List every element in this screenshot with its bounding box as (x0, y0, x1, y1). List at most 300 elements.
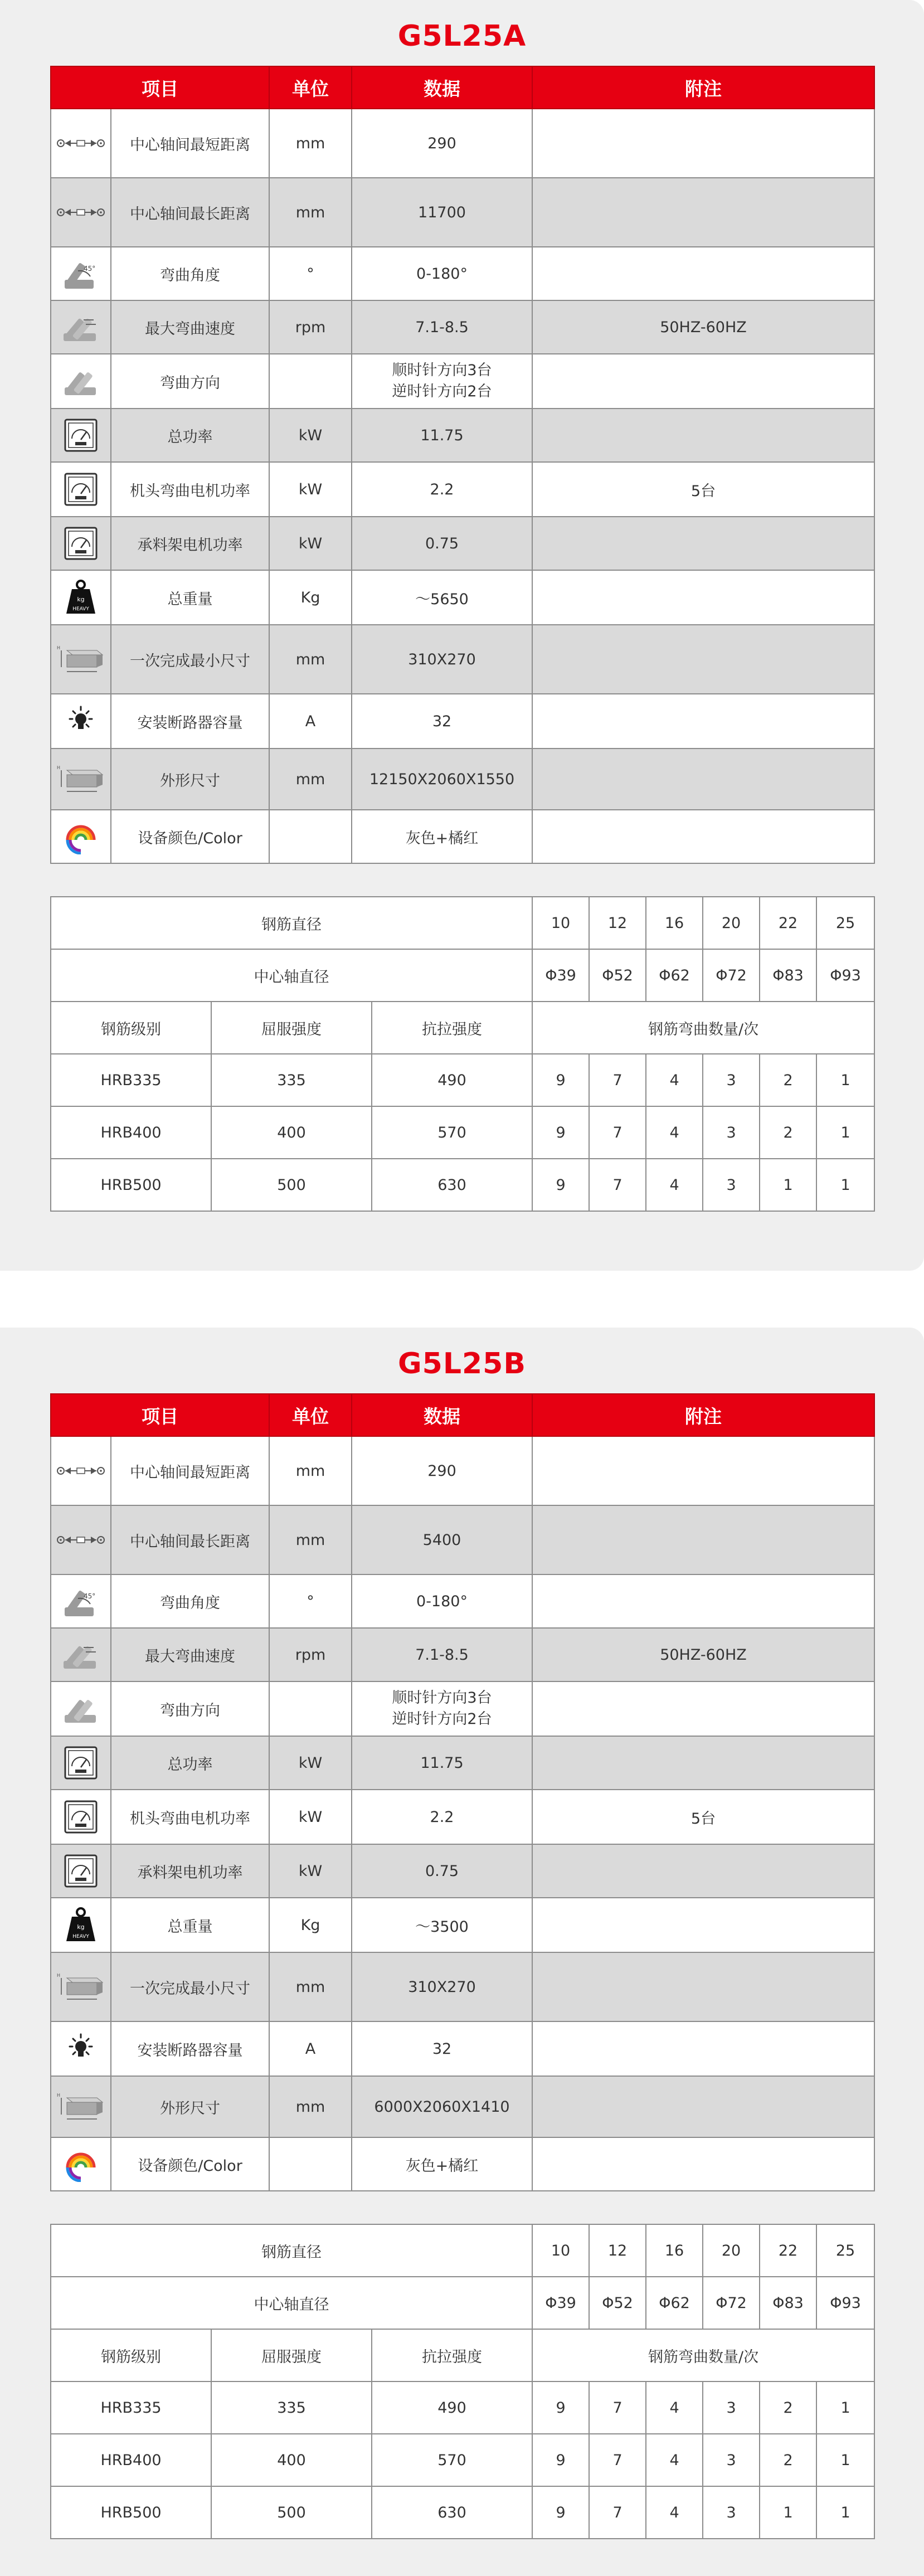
row-note (532, 2137, 874, 2191)
spec-row (51, 2076, 874, 2137)
spec-card-g5l25a (0, 0, 924, 1271)
axle-cell: Φ62 (646, 949, 703, 1002)
row-icon-cell (51, 300, 111, 354)
svg-text:kg: kg (77, 1923, 85, 1931)
bend-angle-icon (61, 1582, 100, 1621)
row-note (532, 1505, 874, 1574)
row-label: 弯曲方向 (111, 1681, 269, 1736)
grade-name: HRB400 (51, 2434, 211, 2486)
row-value: 290 (352, 1436, 532, 1505)
row-label: 最大弯曲速度 (111, 1628, 269, 1681)
row-unit: mm (269, 2076, 352, 2137)
power-meter-icon (63, 417, 99, 453)
row-label: 最大弯曲速度 (111, 300, 269, 354)
color-ring-icon (63, 819, 99, 854)
count-cell: 3 (703, 1054, 760, 1106)
row-value: 0-180° (352, 247, 532, 300)
svg-text:H: H (57, 645, 61, 650)
row-label: 承料架电机功率 (111, 517, 269, 570)
diameter-cell: 12 (589, 2224, 646, 2277)
row-value: 7.1-8.5 (352, 300, 532, 354)
count-cell: 9 (532, 2486, 589, 2539)
row-icon-cell (51, 1790, 111, 1844)
row-note: 50HZ-60HZ (532, 300, 874, 354)
row-label: 总功率 (111, 409, 269, 462)
count-cell: 2 (760, 2381, 816, 2434)
row-value: 7.1-8.5 (352, 1628, 532, 1681)
axle-cell: Φ72 (703, 949, 760, 1002)
count-cell: 3 (703, 2434, 760, 2486)
row-icon-cell (51, 178, 111, 247)
row-label: 中心轴间最长距离 (111, 178, 269, 247)
row-value: 0.75 (352, 517, 532, 570)
row-value: 11.75 (352, 409, 532, 462)
rebar-grade-row (51, 2381, 874, 2434)
spec-table (50, 66, 875, 864)
grade-yield: 335 (211, 1054, 372, 1106)
count-cell: 1 (816, 1054, 874, 1106)
axle-cell: Φ93 (816, 949, 874, 1002)
count-cell: 7 (589, 1106, 646, 1159)
bend-direction-icon (61, 1689, 100, 1728)
row-label: 一次完成最小尺寸 (111, 625, 269, 694)
row-note: 50HZ-60HZ (532, 1628, 874, 1681)
row-unit: A (269, 694, 352, 749)
count-cell: 2 (760, 1106, 816, 1159)
count-cell: 3 (703, 2381, 760, 2434)
axle-cell: Φ83 (760, 2277, 816, 2329)
count-cell: 1 (816, 2381, 874, 2434)
diameter-cell: 20 (703, 897, 760, 949)
count-cell: 1 (760, 1159, 816, 1211)
row-unit: mm (269, 178, 352, 247)
spec-card-g5l25b (0, 1328, 924, 2576)
axle-diameter-row (51, 949, 874, 1002)
model-title: G5L25B (398, 1347, 526, 1381)
spec-row (51, 354, 874, 409)
power-meter-icon (63, 1745, 99, 1781)
count-cell: 1 (816, 2434, 874, 2486)
rebar-table (50, 2224, 875, 2539)
row-icon-cell (51, 1505, 111, 1574)
count-cell: 1 (816, 1106, 874, 1159)
count-cell: 7 (589, 2434, 646, 2486)
grade-tensile: 570 (372, 2434, 532, 2486)
svg-text:kg: kg (77, 596, 85, 603)
grade-tensile: 570 (372, 1106, 532, 1159)
row-unit (269, 1681, 352, 1736)
row-icon-cell (51, 1436, 111, 1505)
bend-direction-icon (61, 362, 100, 401)
power-meter-icon (63, 472, 99, 507)
row-icon-cell (51, 2137, 111, 2191)
row-value: 灰色+橘红 (352, 2137, 532, 2191)
rebar-grade-row (51, 1054, 874, 1106)
count-cell: 4 (646, 2486, 703, 2539)
row-unit: Kg (269, 570, 352, 625)
row-unit: ° (269, 1574, 352, 1628)
diameter-cell: 22 (760, 2224, 816, 2277)
row-note (532, 1952, 874, 2021)
row-unit: kW (269, 1844, 352, 1898)
row-label: 设备颜色/Color (111, 2137, 269, 2191)
row-unit: rpm (269, 300, 352, 354)
row-icon-cell (51, 570, 111, 625)
row-unit: mm (269, 1505, 352, 1574)
yield-label: 屈服强度 (211, 1002, 372, 1054)
count-cell: 4 (646, 2434, 703, 2486)
row-note (532, 1574, 874, 1628)
row-label: 弯曲角度 (111, 1574, 269, 1628)
yield-label: 屈服强度 (211, 2329, 372, 2381)
axle-cell: Φ83 (760, 949, 816, 1002)
axle-cell: Φ62 (646, 2277, 703, 2329)
axle-diameter-label: 中心轴直径 (51, 2277, 532, 2329)
row-icon-cell (51, 247, 111, 300)
rebar-diameter-label: 钢筋直径 (51, 897, 532, 949)
spec-row (51, 1681, 874, 1736)
row-label: 设备颜色/Color (111, 810, 269, 863)
spec-row (51, 1505, 874, 1574)
row-note (532, 1436, 874, 1505)
row-label: 中心轴间最短距离 (111, 109, 269, 178)
row-icon-cell (51, 109, 111, 178)
header-note: 附注 (532, 66, 874, 109)
power-meter-icon (63, 526, 99, 561)
spec-header-row (51, 1394, 874, 1436)
row-icon-cell (51, 625, 111, 694)
grade-tensile: 490 (372, 2381, 532, 2434)
power-meter-icon (63, 1853, 99, 1889)
axle-cell: Φ52 (589, 2277, 646, 2329)
axle-diameter-row (51, 2277, 874, 2329)
grade-name: HRB335 (51, 2381, 211, 2434)
row-label: 弯曲角度 (111, 247, 269, 300)
row-value: 310X270 (352, 625, 532, 694)
row-unit: mm (269, 109, 352, 178)
count-cell: 1 (816, 1159, 874, 1211)
axle-cell: Φ93 (816, 2277, 874, 2329)
row-unit: mm (269, 625, 352, 694)
power-meter-icon (63, 1799, 99, 1835)
row-icon-cell (51, 810, 111, 863)
count-cell: 4 (646, 1106, 703, 1159)
spec-row (51, 1736, 874, 1790)
count-cell: 9 (532, 2381, 589, 2434)
row-value-line2: 逆时针方向2台 (392, 1710, 492, 1728)
grade-tensile: 490 (372, 1054, 532, 1106)
diameter-cell: 25 (816, 897, 874, 949)
rebar-header-row (51, 1002, 874, 1054)
row-label: 外形尺寸 (111, 2076, 269, 2137)
spec-row (51, 409, 874, 462)
spec-row (51, 1898, 874, 1952)
spec-row (51, 1436, 874, 1505)
grade-name: HRB400 (51, 1106, 211, 1159)
row-note (532, 694, 874, 749)
row-note (532, 409, 874, 462)
row-label: 总重量 (111, 1898, 269, 1952)
rebar-diameter-row (51, 897, 874, 949)
row-value: 2.2 (352, 1790, 532, 1844)
row-note (532, 2076, 874, 2137)
row-unit: mm (269, 1952, 352, 2021)
spec-row (51, 625, 874, 694)
grade-yield: 500 (211, 2486, 372, 2539)
row-unit: kW (269, 517, 352, 570)
axle-distance-icon (56, 201, 106, 223)
row-value: 310X270 (352, 1952, 532, 2021)
axle-distance-icon (56, 1529, 106, 1551)
diameter-cell: 16 (646, 897, 703, 949)
row-label: 安装断路器容量 (111, 2021, 269, 2076)
row-note (532, 178, 874, 247)
spec-row (51, 247, 874, 300)
row-label: 承料架电机功率 (111, 1844, 269, 1898)
row-note (532, 1681, 874, 1736)
count-cell: 7 (589, 1159, 646, 1211)
count-cell: 4 (646, 2381, 703, 2434)
count-cell: 9 (532, 1054, 589, 1106)
row-icon-cell (51, 517, 111, 570)
row-value-line2: 逆时针方向2台 (392, 383, 492, 400)
row-note (532, 517, 874, 570)
grade-yield: 500 (211, 1159, 372, 1211)
spec-row (51, 694, 874, 749)
machine-size-icon (56, 762, 106, 796)
count-cell: 9 (532, 1159, 589, 1211)
row-icon-cell (51, 1952, 111, 2021)
count-cell: 3 (703, 2486, 760, 2539)
row-unit: mm (269, 749, 352, 810)
count-cell: 7 (589, 2486, 646, 2539)
spec-row (51, 1844, 874, 1898)
row-unit: ° (269, 247, 352, 300)
row-value (352, 1681, 532, 1736)
spec-row (51, 300, 874, 354)
rebar-grade-row (51, 1159, 874, 1211)
row-unit: kW (269, 462, 352, 517)
spec-row (51, 462, 874, 517)
bend-angle-icon (61, 254, 100, 293)
count-cell: 2 (760, 1054, 816, 1106)
row-note (532, 109, 874, 178)
row-icon-cell (51, 749, 111, 810)
row-label: 中心轴间最短距离 (111, 1436, 269, 1505)
spec-row (51, 517, 874, 570)
row-icon-cell (51, 1628, 111, 1681)
row-unit (269, 2137, 352, 2191)
row-unit: kW (269, 1736, 352, 1790)
svg-text:HEAVY: HEAVY (72, 606, 89, 612)
row-value: 11700 (352, 178, 532, 247)
diameter-cell: 22 (760, 897, 816, 949)
row-note (532, 749, 874, 810)
row-label: 一次完成最小尺寸 (111, 1952, 269, 2021)
row-note (532, 810, 874, 863)
row-label: 安装断路器容量 (111, 694, 269, 749)
row-note: 5台 (532, 1790, 874, 1844)
axle-distance-icon (56, 1460, 106, 1482)
count-cell: 3 (703, 1159, 760, 1211)
row-value: 灰色+橘红 (352, 810, 532, 863)
spec-header-row (51, 66, 874, 109)
grade-yield: 400 (211, 1106, 372, 1159)
svg-text:45°: 45° (84, 265, 96, 273)
svg-text:HEAVY: HEAVY (72, 1934, 89, 1940)
header-data: 数据 (352, 1394, 532, 1436)
row-note (532, 354, 874, 409)
row-note: 5台 (532, 462, 874, 517)
tensile-label: 抗拉强度 (372, 2329, 532, 2381)
row-note (532, 570, 874, 625)
rebar-diameter-label: 钢筋直径 (51, 2224, 532, 2277)
row-icon-cell (51, 694, 111, 749)
diameter-cell: 12 (589, 897, 646, 949)
grade-tensile: 630 (372, 1159, 532, 1211)
model-title: G5L25A (397, 20, 527, 53)
row-icon-cell (51, 354, 111, 409)
grade-name: HRB500 (51, 2486, 211, 2539)
header-unit: 单位 (269, 66, 352, 109)
row-note (532, 625, 874, 694)
tensile-label: 抗拉强度 (372, 1002, 532, 1054)
row-note (532, 247, 874, 300)
row-value-line1: 顺时针方向3台 (392, 1689, 492, 1707)
row-unit (269, 354, 352, 409)
axle-cell: Φ52 (589, 949, 646, 1002)
spec-row (51, 1628, 874, 1681)
count-cell: 7 (589, 1054, 646, 1106)
color-ring-icon (63, 2146, 99, 2182)
spec-row (51, 1952, 874, 2021)
lightbulb-icon (64, 703, 98, 739)
row-value: 0.75 (352, 1844, 532, 1898)
machine-size-icon (56, 1970, 106, 2004)
spec-row (51, 1790, 874, 1844)
spec-row (51, 178, 874, 247)
row-label: 总重量 (111, 570, 269, 625)
diameter-cell: 20 (703, 2224, 760, 2277)
svg-text:H: H (57, 1973, 61, 1978)
count-cell: 9 (532, 1106, 589, 1159)
row-unit: rpm (269, 1628, 352, 1681)
row-note (532, 1898, 874, 1952)
svg-text:H: H (57, 2093, 61, 2098)
bend-speed-icon (61, 1635, 100, 1674)
row-icon-cell (51, 2021, 111, 2076)
count-cell: 4 (646, 1054, 703, 1106)
axle-diameter-label: 中心轴直径 (51, 949, 532, 1002)
row-value: 32 (352, 2021, 532, 2076)
spec-row (51, 2021, 874, 2076)
header-unit: 单位 (269, 1394, 352, 1436)
row-value-line1: 顺时针方向3台 (392, 362, 492, 379)
row-value: 2.2 (352, 462, 532, 517)
row-icon-cell (51, 1736, 111, 1790)
row-label: 总功率 (111, 1736, 269, 1790)
count-cell: 4 (646, 1159, 703, 1211)
header-item: 项目 (51, 1394, 269, 1436)
svg-text:H: H (57, 765, 61, 770)
row-value: 290 (352, 109, 532, 178)
header-note: 附注 (532, 1394, 874, 1436)
row-unit: A (269, 2021, 352, 2076)
spec-row (51, 749, 874, 810)
count-label: 钢筋弯曲数量/次 (532, 2329, 874, 2381)
row-unit: mm (269, 1436, 352, 1505)
header-data: 数据 (352, 66, 532, 109)
grade-name: HRB335 (51, 1054, 211, 1106)
row-value: 0-180° (352, 1574, 532, 1628)
count-label: 钢筋弯曲数量/次 (532, 1002, 874, 1054)
grade-yield: 335 (211, 2381, 372, 2434)
spec-row (51, 810, 874, 863)
axle-cell: Φ39 (532, 2277, 589, 2329)
row-value: 5400 (352, 1505, 532, 1574)
lightbulb-icon (64, 2031, 98, 2067)
row-note (532, 2021, 874, 2076)
grade-label: 钢筋级别 (51, 2329, 211, 2381)
count-cell: 7 (589, 2381, 646, 2434)
row-note (532, 1844, 874, 1898)
spec-row (51, 570, 874, 625)
diameter-cell: 25 (816, 2224, 874, 2277)
spec-row (51, 2137, 874, 2191)
count-cell: 3 (703, 1106, 760, 1159)
row-value: 32 (352, 694, 532, 749)
rebar-table (50, 896, 875, 1212)
grade-tensile: 630 (372, 2486, 532, 2539)
weight-icon (64, 579, 98, 616)
row-label: 中心轴间最长距离 (111, 1505, 269, 1574)
row-unit: kW (269, 1790, 352, 1844)
header-item: 项目 (51, 66, 269, 109)
diameter-cell: 10 (532, 2224, 589, 2277)
axle-cell: Φ39 (532, 949, 589, 1002)
count-cell: 9 (532, 2434, 589, 2486)
diameter-cell: 10 (532, 897, 589, 949)
row-icon-cell (51, 462, 111, 517)
row-icon-cell (51, 2076, 111, 2137)
rebar-grade-row (51, 1106, 874, 1159)
axle-cell: Φ72 (703, 2277, 760, 2329)
machine-size-icon (56, 643, 106, 676)
row-unit (269, 810, 352, 863)
spec-row (51, 1574, 874, 1628)
row-value (352, 354, 532, 409)
row-label: 外形尺寸 (111, 749, 269, 810)
count-cell: 1 (760, 2486, 816, 2539)
grade-label: 钢筋级别 (51, 1002, 211, 1054)
row-label: 机头弯曲电机功率 (111, 1790, 269, 1844)
count-cell: 1 (816, 2486, 874, 2539)
row-icon-cell (51, 409, 111, 462)
weight-icon (64, 1907, 98, 1943)
row-icon-cell (51, 1681, 111, 1736)
row-icon-cell (51, 1574, 111, 1628)
axle-distance-icon (56, 132, 106, 154)
row-unit: kW (269, 409, 352, 462)
row-value: ～5650 (352, 570, 532, 625)
row-icon-cell (51, 1844, 111, 1898)
row-value: 12150X2060X1550 (352, 749, 532, 810)
row-label: 机头弯曲电机功率 (111, 462, 269, 517)
rebar-grade-row (51, 2434, 874, 2486)
rebar-grade-row (51, 2486, 874, 2539)
row-note (532, 1736, 874, 1790)
row-icon-cell (51, 1898, 111, 1952)
